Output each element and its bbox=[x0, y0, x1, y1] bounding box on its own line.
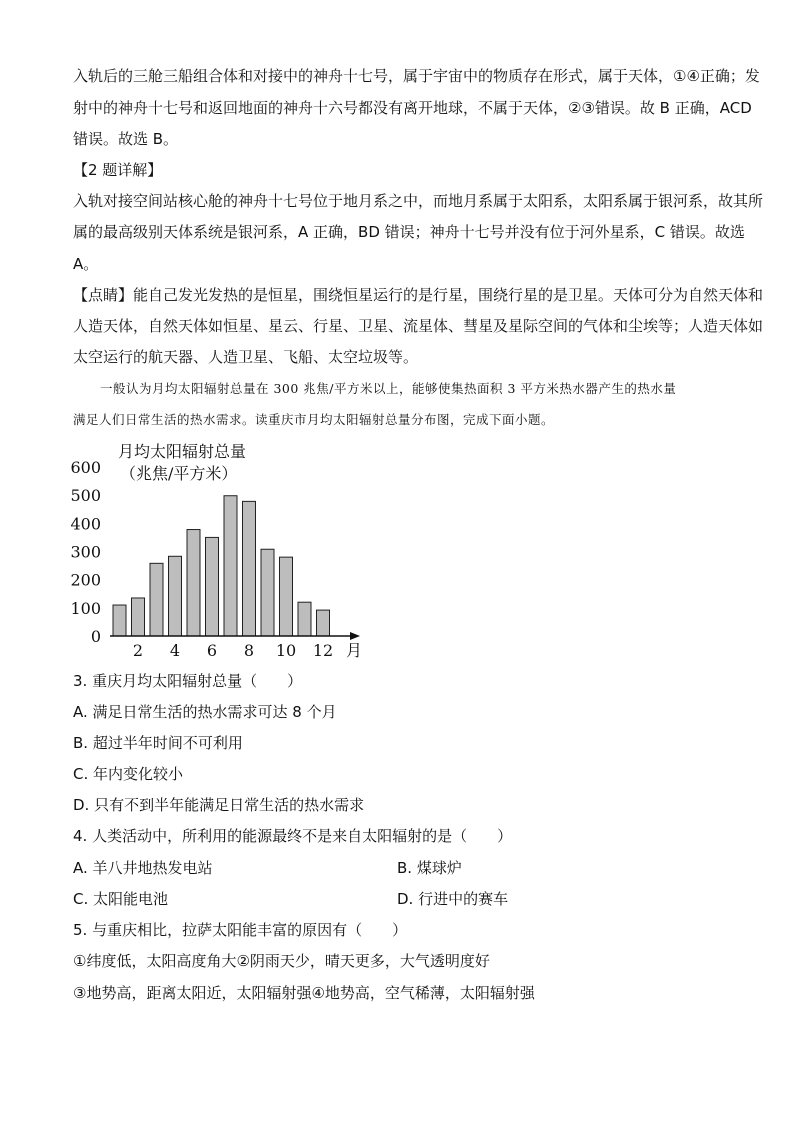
bar-month-9 bbox=[261, 549, 274, 636]
chart-unit: （兆焦/平方米） bbox=[120, 464, 238, 483]
bar-month-12 bbox=[317, 610, 330, 636]
x-tick-label: 10 bbox=[275, 641, 297, 660]
y-tick-label: 0 bbox=[90, 627, 101, 646]
statement-line: ①纬度低，太阳高度角大②阴雨天少，晴天更多，大气透明度好 bbox=[73, 952, 490, 970]
y-tick-label: 100 bbox=[70, 598, 101, 618]
x-axis-arrow bbox=[350, 632, 360, 640]
text-line: 太空运行的航天器、人造卫星、飞船、太空垃圾等。 bbox=[73, 348, 419, 366]
text-line: 【点睛】能自己发光发热的是恒星，围绕恒星运行的是行星，围绕行星的是卫星。天体可分为自然天体和 bbox=[73, 286, 764, 304]
option-a[interactable]: A. 羊八井地热发电站 bbox=[73, 859, 213, 877]
text-line: 射中的神舟十七号和返回地面的神舟十六号都没有离开地球，不属于天体，②③错误。故 B 正确，ACD bbox=[73, 99, 752, 117]
x-axis-ticks bbox=[133, 641, 333, 660]
solar-radiation-bar-chart bbox=[70, 437, 370, 665]
question-stem: 4. 人类活动中，所利用的能源最终不是来自太阳辐射的是（ ） bbox=[73, 827, 513, 845]
option-b[interactable]: B. 煤球炉 bbox=[397, 859, 462, 877]
option-c[interactable]: C. 太阳能电池 bbox=[73, 890, 169, 908]
y-tick-label: 400 bbox=[70, 514, 101, 534]
text-line: 满足人们日常生活的热水需求。读重庆市月均太阳辐射总量分布图，完成下面小题。 bbox=[73, 412, 555, 427]
text-line: 属的最高级别天体系统是银河系，A 正确，BD 错误；神舟十七号并没有位于河外星系，C 错误。故选 bbox=[73, 223, 745, 241]
text-line: 入轨后的三舱三船组合体和对接中的神舟十七号，属于宇宙中的物质存在形式，属于天体，①④正确；发 bbox=[73, 67, 760, 85]
x-tick-label: 6 bbox=[206, 641, 218, 660]
option-d[interactable]: D. 只有不到半年能满足日常生活的热水需求 bbox=[73, 796, 365, 814]
chart-title: 月均太阳辐射总量 bbox=[118, 442, 247, 461]
y-axis-ticks bbox=[70, 458, 101, 646]
text-line: 错误。故选 B。 bbox=[73, 130, 179, 148]
y-tick-label: 500 bbox=[70, 486, 101, 506]
x-tick-label: 8 bbox=[243, 641, 255, 660]
bar-month-6 bbox=[206, 537, 219, 636]
bar-month-10 bbox=[280, 557, 293, 636]
y-tick-label: 200 bbox=[70, 570, 101, 590]
bar-month-7 bbox=[224, 496, 237, 636]
x-axis-label: 月 bbox=[346, 641, 363, 660]
x-tick-label: 2 bbox=[132, 641, 144, 660]
text-line: 入轨对接空间站核心舱的神舟十七号位于地月系之中，而地月系属于太阳系，太阳系属于银河系，故其所 bbox=[73, 192, 764, 210]
question-stem: 3. 重庆月均太阳辐射总量（ ） bbox=[73, 672, 303, 690]
option-b[interactable]: B. 超过半年时间不可利用 bbox=[73, 734, 243, 752]
text-line: 一般认为月均太阳辐射总量在 300 兆焦/平方米以上，能够使集热面积 3 平方米热水器产生的热水量 bbox=[100, 381, 677, 396]
option-c[interactable]: C. 年内变化较小 bbox=[73, 765, 184, 783]
option-a[interactable]: A. 满足日常生活的热水需求可达 8 个月 bbox=[73, 703, 337, 721]
text-line: A。 bbox=[73, 255, 99, 273]
bar-month-2 bbox=[132, 598, 145, 636]
text-line: 人造天体，自然天体如恒星、星云、行星、卫星、流星体、彗星及星际空间的气体和尘埃等；人造天体如 bbox=[73, 317, 764, 335]
bar-month-3 bbox=[150, 563, 163, 636]
bar-month-5 bbox=[187, 530, 200, 636]
bar-month-11 bbox=[298, 602, 311, 636]
x-tick-label: 12 bbox=[312, 641, 334, 660]
option-d[interactable]: D. 行进中的赛车 bbox=[397, 890, 509, 908]
statement-line: ③地势高，距离太阳近，太阳辐射强④地势高，空气稀薄，太阳辐射强 bbox=[73, 984, 535, 1002]
bar-month-4 bbox=[169, 556, 182, 636]
bar-month-8 bbox=[243, 501, 256, 636]
y-tick-label: 600 bbox=[70, 458, 101, 477]
question-stem: 5. 与重庆相比，拉萨太阳能丰富的原因有（ ） bbox=[73, 921, 408, 939]
bars bbox=[113, 496, 330, 636]
bar-month-1 bbox=[113, 605, 126, 636]
x-tick-label: 4 bbox=[169, 641, 181, 660]
y-tick-label: 300 bbox=[70, 542, 101, 562]
q2-heading: 【2 题详解】 bbox=[73, 161, 163, 179]
